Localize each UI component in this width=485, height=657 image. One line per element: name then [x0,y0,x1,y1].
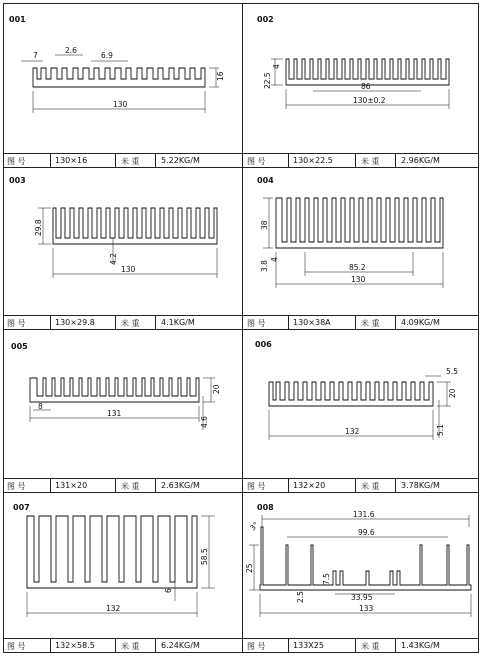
profile-card-001 [3,3,242,168]
profile-card-006 [243,330,479,493]
dim-width: 131 [107,409,122,418]
profile-card-004 [243,168,479,330]
profile-drawing-007 [3,493,242,639]
item-id: 006 [255,340,272,349]
dim-pitch: 8 [38,402,43,411]
item-id: 005 [11,342,28,351]
dim-inner: 85.2 [349,263,366,272]
dim-outer: 131.6 [353,510,375,519]
item-id: 008 [257,503,274,512]
profile-drawing-002 [243,3,479,153]
label-drawing-no: 图 号 [247,157,266,166]
profile-drawing-008 [243,493,479,639]
label-weight: 米 重 [121,157,140,166]
label-weight: 米 重 [121,319,140,328]
label-drawing-no: 图 号 [7,642,26,651]
info-bar-001 [3,153,242,168]
item-id: 002 [257,15,274,24]
profile-drawing-001 [3,3,242,153]
model-value: 132×20 [293,481,326,490]
model-value: 132×58.5 [55,641,95,650]
weight-value: 1.43KG/M [401,641,440,650]
item-id: 007 [13,503,30,512]
dim-pitch-b: 6.9 [101,51,113,60]
profile-card-007 [3,493,242,653]
dim-angle: 3° [248,520,261,533]
label-weight: 米 重 [121,642,140,651]
profile-card-003 [3,168,242,330]
dim-pitch: 5.5 [446,367,458,376]
weight-value: 6.24KG/M [161,641,200,650]
dim-height: 22.5 [263,72,272,89]
dim-center: 33.95 [351,593,373,602]
dim-height: 38 [260,220,269,230]
dim-width: 130±0.2 [353,96,386,105]
dim-base: 4 [272,64,281,69]
dim-width: 133 [359,604,374,613]
dim-width: 130 [121,265,136,274]
label-drawing-no: 图 号 [7,319,26,328]
label-weight: 米 重 [361,157,380,166]
info-bar-008 [243,638,479,653]
weight-value: 4.09KG/M [401,318,440,327]
profile-card-002 [243,3,479,168]
profile-drawing-006 [243,330,479,478]
dim-height: 20 [212,384,221,394]
model-value: 131×20 [55,481,88,490]
info-bar-003 [3,315,242,330]
weight-value: 2.63KG/M [161,481,200,490]
dim-inner: 99.6 [358,528,375,537]
label-drawing-no: 图 号 [247,482,266,491]
model-value: 130×29.8 [55,318,95,327]
dim-width: 132 [345,427,360,436]
dim-gap: 2.6 [65,46,77,55]
profile-drawing-005 [3,330,242,478]
model-value: 130×38A [293,318,331,327]
dim-width: 132 [106,604,121,613]
weight-value: 2.96KG/M [401,156,440,165]
label-weight: 米 重 [361,319,380,328]
dim-pitch-a: 7 [33,51,38,60]
weight-value: 5.22KG/M [161,156,200,165]
dim-base: 6 [164,588,173,593]
dim-base: 3.8 [260,260,269,272]
dim-height: 16 [216,71,225,81]
profile-drawing-004 [243,168,479,315]
dim-base: 2.5 [296,591,305,603]
dim-base2: 4 [270,257,279,262]
label-drawing-no: 图 号 [247,319,266,328]
weight-value: 3.78KG/M [401,481,440,490]
label-drawing-no: 图 号 [7,482,26,491]
info-bar-007 [3,638,242,653]
model-value: 130×22.5 [293,156,333,165]
label-drawing-no: 图 号 [247,642,266,651]
model-value: 133X25 [293,641,324,650]
dim-height: 29.8 [34,219,43,236]
dim-base: 4.2 [109,253,118,265]
label-weight: 米 重 [361,482,380,491]
label-weight: 米 重 [121,482,140,491]
info-bar-005 [3,478,242,493]
dim-width: 130 [351,275,366,284]
dim-height: 58.5 [200,548,209,565]
weight-value: 4.1KG/M [161,318,195,327]
dim-height: 25 [245,563,254,573]
dim-slot: 7.5 [322,573,331,585]
info-bar-006 [243,478,479,493]
info-bar-002 [243,153,479,168]
info-bar-004 [243,315,479,330]
dim-base: 4.6 [200,416,209,428]
model-value: 130×16 [55,156,88,165]
item-id: 003 [9,176,26,185]
dim-base: 5.1 [436,424,445,436]
profile-drawing-003 [3,168,242,315]
item-id: 004 [257,176,274,185]
label-weight: 米 重 [361,642,380,651]
dim-height: 20 [448,388,457,398]
profile-card-005 [3,330,242,493]
label-drawing-no: 图 号 [7,157,26,166]
item-id: 001 [9,15,26,24]
dim-inner: 86 [361,82,371,91]
profile-card-008 [243,493,479,653]
dim-width: 130 [113,100,128,109]
